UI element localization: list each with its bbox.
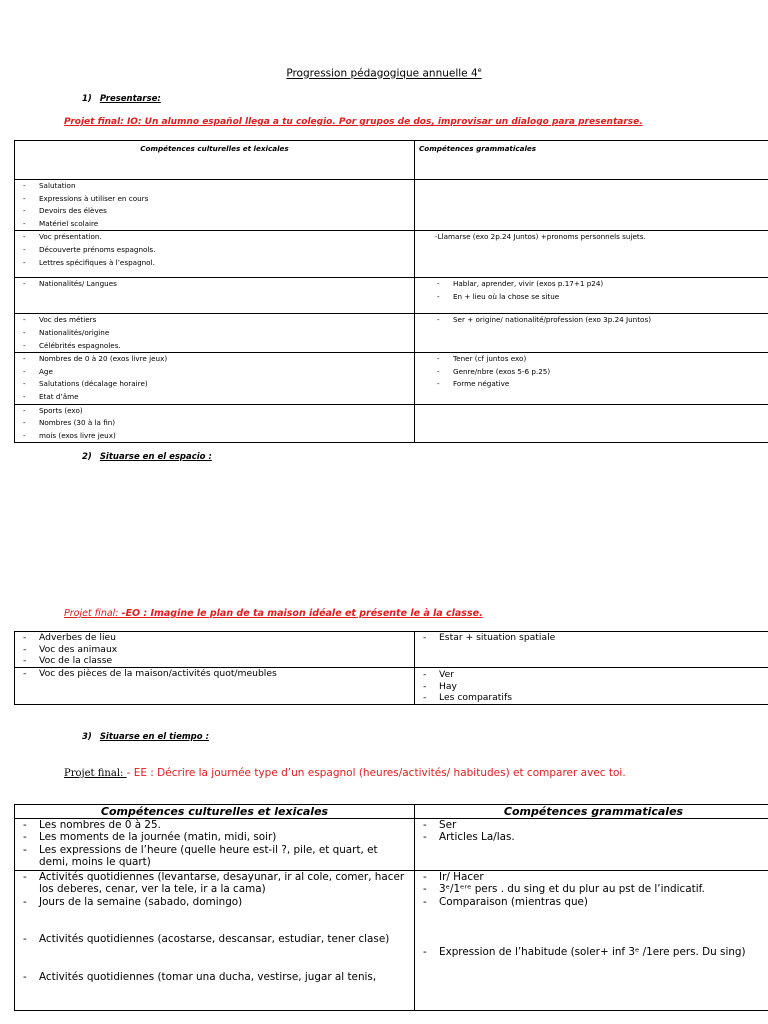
list-item: - Ser (439, 819, 768, 831)
list-item: - Ser + origine/ nationalité/profession (exo 3p.24 Juntos) (453, 314, 768, 327)
list-item: - Voc présentation. (39, 231, 414, 244)
bullet-list (15, 819, 414, 869)
bullet-list (415, 819, 768, 844)
bullet-list (415, 278, 768, 303)
list-item: - Expressions à utiliser en cours (39, 193, 414, 206)
bullet-list (15, 871, 414, 983)
list-item: - Les nombres de 0 à 25. (39, 819, 408, 831)
list-item: - Voc de la classe (39, 655, 414, 667)
section-2-projet-final: Projet final: -EO : Imagine le plan de ta maison idéale et présente le à la classe. (64, 608, 483, 619)
list-item: - Découverte prénoms espagnols. (39, 244, 414, 257)
list-item: - Les expressions de l’heure (quelle heure est-il ?, pile, et quart, et demi, moins le quart) (39, 844, 408, 869)
bullet-list (15, 180, 414, 230)
list-item: - Activités quotidiennes (acostarse, descansar, estudiar, tener clase) (39, 933, 408, 945)
table-cell (415, 404, 768, 443)
list-item: - Voc des métiers (39, 314, 414, 327)
table-cell (15, 180, 415, 231)
list-item (39, 921, 408, 933)
list-item: - Devoirs des élèves (39, 205, 414, 218)
table-cell (15, 278, 415, 314)
list-item: - Les moments de la journée (matin, midi, soir) (39, 831, 408, 843)
section-2-table (14, 631, 768, 705)
list-item: - Tener (cf juntos exo) (453, 353, 768, 366)
list-item: - Nombres de 0 à 20 (exos livre jeux) (39, 353, 414, 366)
list-item: - Célébrités espagnoles. (39, 340, 414, 353)
bullet-list (15, 353, 414, 403)
section-1-heading: 1) Presentarse: (82, 94, 161, 104)
list-item: - Genre/nbre (exos 5-6 p.25) (453, 366, 768, 379)
list-item (439, 908, 766, 920)
list-item: - Articles La/las. (439, 831, 768, 843)
column-header-lexicales: Compétences culturelles et lexicales (15, 141, 415, 180)
table-cell (415, 632, 768, 668)
section-3-heading: 3) Situarse en el tiempo : (82, 732, 209, 742)
list-item: - Ver (439, 669, 768, 681)
list-item: - Forme négative (453, 378, 768, 391)
list-item: - mois (exos livre jeux) (39, 430, 414, 443)
table-cell (15, 819, 415, 871)
list-item: - Les comparatifs (439, 692, 768, 704)
list-item: - Nationalités/origine (39, 327, 414, 340)
section-1-projet-final: Projet final: IO: Un alumno español llega a tu colegio. Por grupos de dos, improvisar un dialogo para presentarse. (64, 117, 643, 127)
list-item (39, 908, 408, 920)
list-item: - Salutation (39, 180, 414, 193)
table-cell (15, 404, 415, 443)
section-3-projet-final: Projet final: - EE : Décrire la journée type d’un espagnol (heures/activités/ habitudes) et comparer avec toi. (64, 767, 626, 779)
list-item: - Nationalités/ Langues (39, 278, 414, 291)
column-header-grammaticales: Compétences grammaticales (415, 805, 768, 819)
table-cell (415, 231, 768, 278)
section-1-table (14, 140, 768, 443)
table-cell (415, 278, 768, 314)
table-cell (15, 668, 415, 705)
column-header-lexicales: Compétences culturelles et lexicales (15, 805, 415, 819)
list-item: - Expression de l’habitude (soler+ inf 3ᵉ /1ere pers. Du sing) (439, 946, 766, 958)
bullet-list (15, 405, 414, 443)
table-cell (415, 819, 768, 871)
list-item: - Matériel scolaire (39, 218, 414, 231)
bullet-list (15, 668, 414, 680)
list-item: - En + lieu où la chose se situe (453, 291, 768, 304)
bullet-list (15, 314, 414, 352)
table-cell (15, 632, 415, 668)
list-item: - Voc des animaux (39, 644, 414, 656)
bullet-list (15, 231, 414, 269)
table-cell (415, 668, 768, 705)
list-item: - Activités quotidiennes (levantarse, desayunar, ir al cole, comer, hacer los deberes, cenar, ver la tele, ir a la cama) (39, 871, 408, 896)
list-item (439, 933, 766, 945)
list-item: - Voc des pièces de la maison/activités quot/meubles (39, 668, 414, 680)
column-header-grammaticales: Compétences grammaticales (415, 141, 768, 180)
bullet-list (415, 353, 768, 391)
list-item: - Hablar, aprender, vivir (exos p.17+1 p24) (453, 278, 768, 291)
list-item (439, 921, 766, 933)
list-item (39, 958, 408, 970)
list-item: - Comparaison (mientras que) (439, 896, 766, 908)
table-cell (15, 231, 415, 278)
list-item: - Age (39, 366, 414, 379)
bullet-list (15, 632, 414, 667)
bullet-list (415, 871, 768, 958)
bullet-list (415, 668, 768, 704)
section-2-heading: 2) Situarse en el espacio : (82, 452, 212, 462)
table-cell (415, 353, 768, 404)
table-cell (415, 314, 768, 353)
list-item: - Nombres (30 à la fin) (39, 417, 414, 430)
bullet-list (415, 314, 768, 327)
list-item: - Activités quotidiennes (tomar una ducha, vestirse, jugar al tenis, (39, 971, 408, 983)
grammar-text: -Llamarse (exo 2p.24 Juntos) +pronoms personnels sujets. (435, 232, 646, 242)
list-item: - Ir/ Hacer (439, 871, 766, 883)
list-item (39, 946, 408, 958)
bullet-list (15, 278, 414, 291)
list-item: - Jours de la semaine (sabado, domingo) (39, 896, 408, 908)
table-cell (15, 314, 415, 353)
table-cell (15, 353, 415, 404)
document-title: Progression pédagogique annuelle 4e (286, 66, 482, 80)
list-item: - Etat d’âme (39, 391, 414, 404)
bullet-list (415, 632, 768, 644)
list-item: - Sports (exo) (39, 405, 414, 418)
table-cell (415, 180, 768, 231)
list-item: - Hay (439, 681, 768, 693)
table-cell (15, 871, 415, 1011)
list-item: - Adverbes de lieu (39, 632, 414, 644)
list-item: - Salutations (décalage horaire) (39, 378, 414, 391)
table-cell (415, 871, 768, 1011)
list-item: - Lettres spécifiques à l’espagnol. (39, 257, 414, 270)
list-item: - 3ᵉ/1ᵉʳᵉ pers . du sing et du plur au pst de l’indicatif. (439, 883, 766, 895)
section-3-table (14, 804, 768, 1011)
list-item: - Estar + situation spatiale (439, 632, 768, 644)
